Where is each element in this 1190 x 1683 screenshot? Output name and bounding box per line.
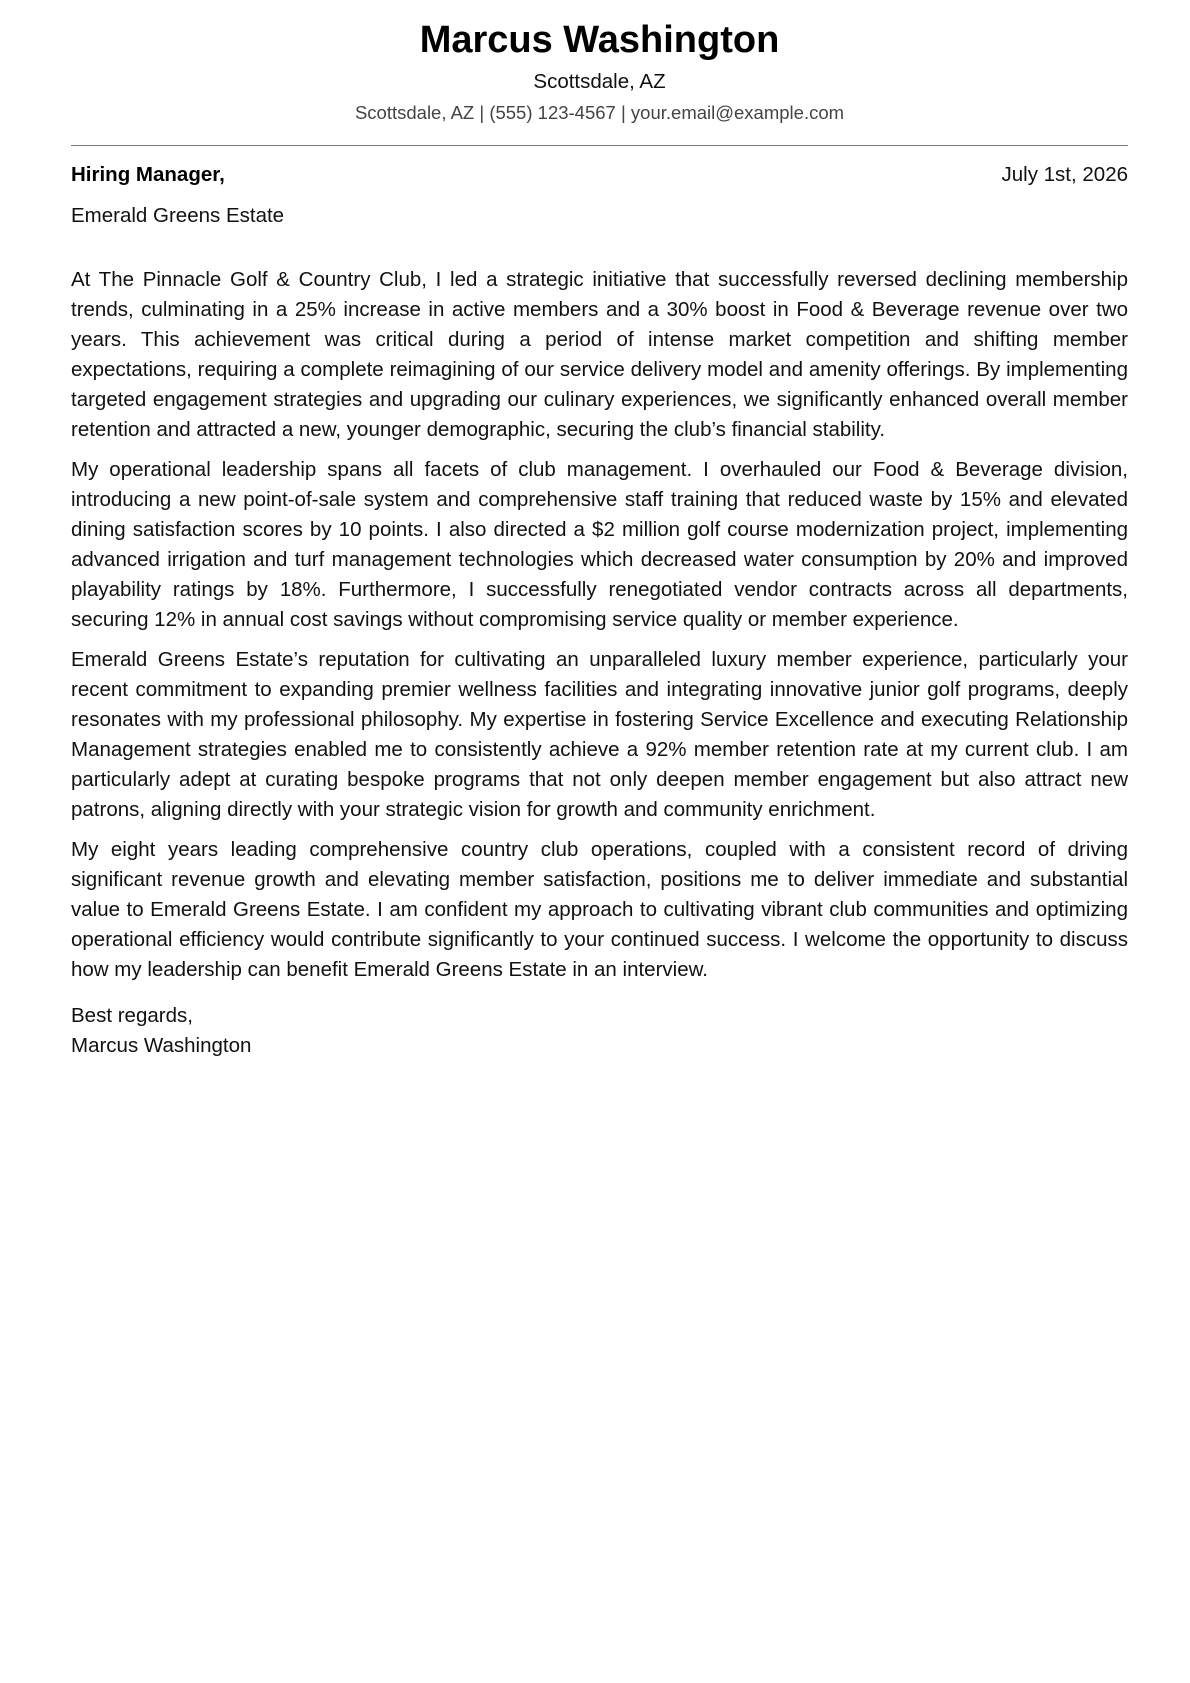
body-paragraph: My operational leadership spans all facets of club management. I overhauled our Food & Beverage division, introducing a new point-of-sale system and comprehensive staff training that reduced waste by 15% and elevated dining satisfaction scores by 10 points. I also directed a $2 million golf course modernization project, implementing advanced irrigation and turf management technologies which decreased water consumption by 20% and improved playability ratings by 18%. Furthermore, I successfully renegotiated vendor contracts across all departments, securing 12% in annual cost savings without compromising service quality or member experience. [71, 458, 1128, 631]
body-paragraph: My eight years leading comprehensive country club operations, coupled with a consistent record of driving significant revenue growth and elevating member satisfaction, positions me to deliver immediate and substantial value to Emerald Greens Estate. I am confident my approach to cultivating vibrant club communities and optimizing operational efficiency would contribute significantly to your continued success. I welcome the opportunity to discuss how my leadership can benefit Emerald Greens Estate in an interview. [71, 838, 1128, 981]
closing-phrase: Best regards, [71, 1004, 193, 1027]
body-paragraph: Emerald Greens Estate’s reputation for cultivating an unparalleled luxury member experience, particularly your recent commitment to expanding premier wellness facilities and integrating innovative junior golf programs, deeply resonates with my professional philosophy. My expertise in fostering Service Excellence and executing Relationship Management strategies enabled me to consistently achieve a 92% member retention rate at my current club. I am particularly adept at curating bespoke programs that not only deepen member engagement but also attract new patrons, aligning directly with your strategic vision for growth and community enrichment. [71, 648, 1128, 821]
cover-letter-page [71, 0, 1128, 1061]
letter-header [71, 0, 1128, 126]
body-paragraph: At The Pinnacle Golf & Country Club, I led a strategic initiative that successfully reversed declining membership trends, culminating in a 25% increase in active members and a 30% boost in Food & Beverage revenue over two years. This achievement was critical during a period of intense market competition and shifting member expectations, requiring a complete reimagining of our service delivery model and amenity offerings. By implementing targeted engagement strategies and upgrading our culinary experiences, we significantly enhanced overall member retention and attracted a new, younger demographic, securing the club’s financial stability. [71, 268, 1128, 441]
applicant-location: Scottsdale, AZ [533, 70, 666, 93]
signature-name: Marcus Washington [71, 1034, 252, 1057]
salutation-date-row [71, 160, 1128, 190]
letter-date: July 1st, 2026 [1001, 163, 1128, 186]
recipient-company: Emerald Greens Estate [71, 204, 285, 227]
letter-body [71, 265, 1128, 985]
letter-closing [71, 1001, 1128, 1061]
salutation: Hiring Manager, [71, 163, 225, 186]
header-divider [71, 145, 1128, 146]
contact-line: Scottsdale, AZ | (555) 123-4567 | your.email@example.com [354, 102, 845, 123]
applicant-name: Marcus Washington [419, 19, 780, 61]
